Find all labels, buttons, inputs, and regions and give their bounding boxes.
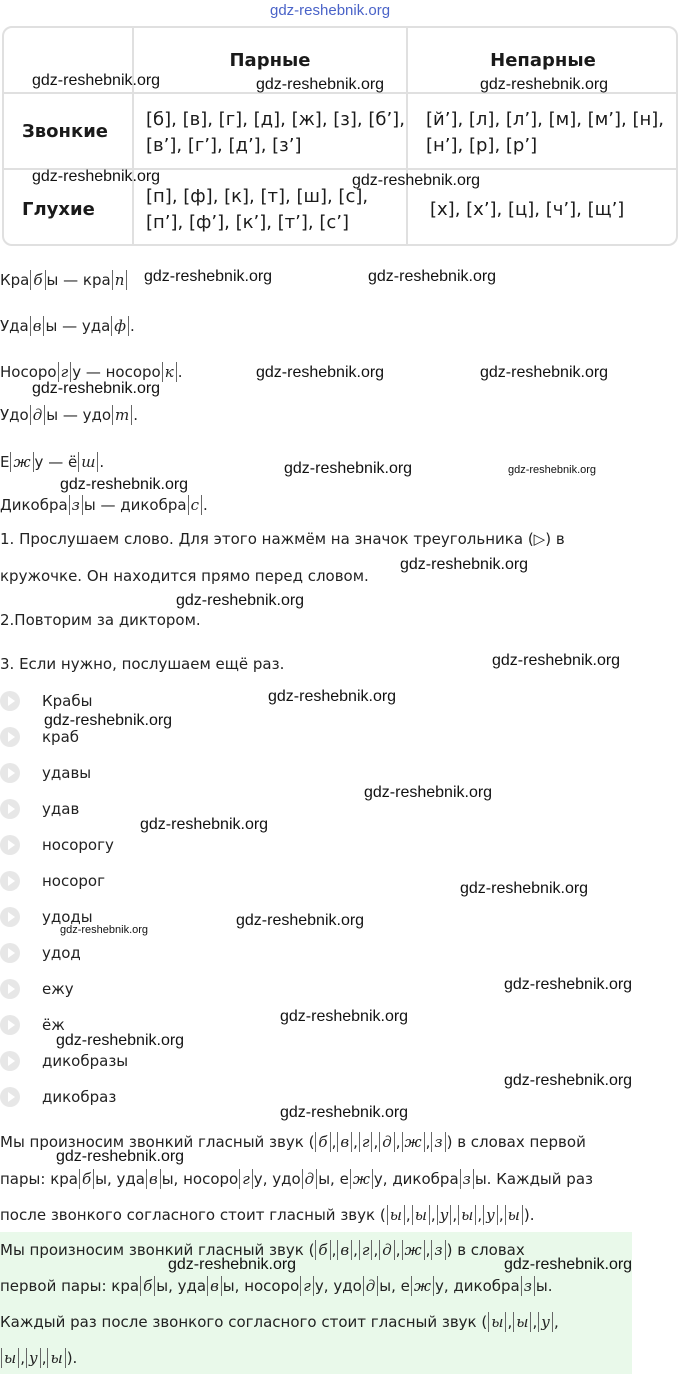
text-span: , [41,1349,47,1367]
word-pair [0,314,135,338]
text-span: , [330,1170,340,1188]
text-span: носоро [244,1277,300,1295]
highlight-line3 [0,1310,559,1334]
instruction-step1-line2: кружочке. Он находится прямо перед словом. [0,567,369,585]
sound-mark: з [460,1169,474,1189]
text-span: Мы произносим звонкий гласный звук ( [0,1241,315,1259]
sound-mark: у [483,1205,498,1225]
audio-item [0,834,300,856]
sound-mark: г [239,1169,253,1189]
row-voiceless-label: Глухие [22,199,95,220]
conclusion-line3 [0,1203,535,1227]
text-span: носоро [183,1170,239,1188]
audio-item [0,690,300,712]
play-icon[interactable] [0,943,20,963]
instruction-step2: 2.Повторим за диктором. [0,611,201,629]
text-span: , [395,1241,401,1259]
word-pair [0,450,104,474]
sound-mark: ш [78,452,98,472]
play-icon[interactable] [0,1087,20,1107]
site-watermark: gdz-reshebnik.org [44,712,173,729]
text-span: , [443,1277,454,1295]
play-icon[interactable] [0,1015,20,1035]
text-span: . [130,317,135,335]
text-span: е [339,1170,349,1188]
word-pair [0,493,208,517]
word-pair [0,268,128,292]
site-watermark: gdz-reshebnik.org [176,592,305,609]
sound-mark: т [112,405,132,425]
audio-item [0,762,300,784]
sound-mark: д [363,1276,379,1296]
site-watermark: gdz-reshebnik.org [480,76,609,93]
site-watermark: gdz-reshebnik.org [268,688,397,705]
sound-mark: ф [111,316,129,336]
site-watermark: gdz-reshebnik.org [504,1256,633,1273]
text-span: кра [50,1170,78,1188]
audio-word: удав [42,800,80,818]
sounds-table [2,26,678,246]
voiceless-unpaired-cell: [х], [х’], [ц], [ч’], [щ’] [430,199,625,220]
text-span: , [234,1277,245,1295]
audio-item [0,870,300,892]
conclusion-line2 [0,1167,593,1191]
site-watermark: gdz-reshebnik.org [368,268,497,285]
sound-mark: п [112,270,128,290]
text-span: ы [161,1170,174,1188]
text-span: , [168,1277,178,1295]
text-span: у [373,1170,383,1188]
audio-item [0,978,300,1000]
site-watermark: gdz-reshebnik.org [32,380,161,397]
text-span: , [173,1170,184,1188]
text-span: ) в словах первой [446,1133,586,1151]
play-icon[interactable] [0,727,20,747]
text-span: , [353,1133,358,1151]
sound-mark: б [30,270,45,290]
site-watermark: gdz-reshebnik.org [284,460,413,477]
text-span: . [202,496,208,514]
sound-mark: ы [412,1205,430,1225]
sound-mark: в [146,1169,161,1189]
audio-word: удод [42,944,81,962]
sound-mark: з [521,1276,535,1296]
audio-word: носорогу [42,836,114,854]
play-icon[interactable] [0,907,20,927]
sound-mark: б [140,1276,155,1296]
voiceless-paired-cell: [п], [ф], [к], [т], [ш], [с], [п’], [ф’], [к’], [т’], [с’] [146,186,369,233]
sound-mark: ж [411,1276,434,1296]
text-span: , [405,1206,411,1224]
site-watermark: gdz-reshebnik.org [256,76,385,93]
audio-item [0,942,300,964]
instruction-step1-line1: 1. Прослушаем слово. Для этого нажмём на значок треугольника (▷) в [0,530,565,548]
row-voiced-label: Звонкие [22,121,109,142]
audio-item [0,1086,300,1108]
text-span: ы — уда [45,317,111,335]
sound-mark: г [359,1132,373,1152]
text-span: Кра [0,271,30,289]
site-watermark: gdz-reshebnik.org [460,880,589,897]
sound-mark: в [337,1132,352,1152]
play-icon[interactable] [0,979,20,999]
text-span: дикобра [392,1170,459,1188]
text-span: ы [156,1277,169,1295]
text-span: , [331,1241,337,1259]
text-span: ы [222,1277,235,1295]
text-span: кра [111,1277,140,1295]
text-span: , [532,1313,538,1331]
sound-mark: ж [402,1132,425,1152]
voiced-paired-cell: [б], [в], [г], [д], [ж], [з], [б’], [в’], [г’], [д’], [з’] [146,109,405,156]
text-span: уда [116,1170,145,1188]
text-span: уда [177,1277,207,1295]
text-span: . [99,453,105,471]
text-span: ы [474,1170,487,1188]
site-watermark: gdz-reshebnik.org [364,784,493,801]
text-span: после звонкого согласного стоит гласный звук ( [0,1206,386,1224]
site-watermark: gdz-reshebnik.org [236,912,365,929]
sound-mark: д [379,1132,395,1152]
audio-word: носорог [42,872,105,890]
sound-mark: ы [488,1312,506,1332]
text-span: Уда [0,317,29,335]
sound-mark: у [26,1348,41,1368]
sound-mark: с [188,495,202,515]
sound-mark: д [302,1169,318,1189]
text-span: удо [333,1277,362,1295]
text-span: . [133,406,139,424]
text-span: , [373,1241,379,1259]
site-watermark: gdz-reshebnik.org [32,168,161,185]
text-span: первой пары: [0,1277,112,1295]
site-watermark: gdz-reshebnik.org [352,172,481,189]
sound-mark: г [359,1240,373,1260]
sound-mark: к [162,362,177,382]
site-watermark: gdz-reshebnik.org [504,976,633,993]
text-span: дикобра [453,1277,520,1295]
sound-mark: в [337,1240,352,1260]
text-span: ы — дикобра [83,496,187,514]
text-span: ы [95,1170,107,1188]
text-span: , [498,1206,504,1224]
site-watermark-top: gdz-reshebnik.org [270,2,391,19]
audio-word: дикобраз [42,1088,117,1106]
text-span: Мы произносим звонкий гласный звук ( [0,1133,315,1151]
text-span: , [425,1241,431,1259]
sound-mark: д [379,1240,395,1260]
text-span: е [400,1277,410,1295]
sound-mark: у [437,1205,452,1225]
text-span: у [314,1277,324,1295]
site-watermark: gdz-reshebnik.org [256,364,385,381]
text-span: , [430,1206,436,1224]
text-span: , [553,1313,559,1331]
text-span: у [434,1277,444,1295]
audio-word: удоды [42,908,93,926]
sound-mark: у [538,1312,553,1332]
text-span: ). [523,1206,535,1224]
header-unpaired: Непарные [490,50,596,71]
site-watermark: gdz-reshebnik.org [504,1072,633,1089]
sound-mark: в [30,316,45,336]
sound-mark: ы [458,1205,476,1225]
text-span: . [547,1277,553,1295]
sound-mark: в [207,1276,222,1296]
sound-mark: д [30,405,46,425]
site-watermark: gdz-reshebnik.org [280,1104,409,1121]
text-span: , [391,1277,401,1295]
text-span: , [353,1241,358,1259]
audio-word: удавы [42,764,92,782]
text-span: , [262,1170,273,1188]
text-span: Е [0,453,10,471]
audio-word: ежу [42,980,74,998]
site-watermark: gdz-reshebnik.org [56,1148,185,1165]
text-span: у — носоро [72,363,161,381]
sound-mark: з [431,1132,445,1152]
text-span: , [373,1133,379,1151]
site-watermark: gdz-reshebnik.org [32,72,161,89]
sound-mark: б [315,1240,330,1260]
sound-mark: г [58,362,72,382]
text-span: , [382,1170,393,1188]
text-span: у [253,1170,263,1188]
site-watermark: gdz-reshebnik.org [492,652,621,669]
text-span: , [395,1133,401,1151]
audio-word: дикобразы [42,1052,129,1070]
text-span: Носоро [0,363,57,381]
text-span: , [331,1133,337,1151]
site-watermark: gdz-reshebnik.org [480,364,609,381]
text-span: ). [66,1349,78,1367]
audio-word: ёж [42,1016,65,1034]
play-icon[interactable] [0,835,20,855]
text-span: . [177,363,183,381]
sound-mark: з [431,1240,445,1260]
sound-mark: г [300,1276,314,1296]
text-span: Удо [0,406,29,424]
instruction-step3: 3. Если нужно, послушаем ещё раз. [0,655,285,673]
text-span: , [106,1170,117,1188]
text-span: ы [535,1277,548,1295]
text-span: , [507,1313,513,1331]
play-icon[interactable] [0,763,20,783]
site-watermark: gdz-reshebnik.org [60,476,189,493]
text-span: . Каждый раз [486,1170,593,1188]
sound-mark: ы [513,1312,531,1332]
site-watermark: gdz-reshebnik.org [60,924,149,936]
highlight-line4 [0,1346,77,1370]
text-span: удо [272,1170,301,1188]
sound-mark: б [315,1132,330,1152]
sound-mark: б [79,1169,94,1189]
sound-mark: ы [387,1205,405,1225]
text-span: , [425,1133,431,1151]
text-span: ы — кра [46,271,111,289]
text-span: пары: [0,1170,51,1188]
play-icon[interactable] [0,1051,20,1071]
text-span: , [452,1206,458,1224]
audio-word: Крабы [42,692,93,710]
text-span: , [477,1206,483,1224]
text-span: , [20,1349,25,1367]
text-span: , [323,1277,334,1295]
audio-item [0,1050,300,1072]
sound-mark: ж [350,1169,373,1189]
text-span: ) в словах [446,1241,525,1259]
sound-mark: ы [505,1205,523,1225]
text-span: ы — удо [46,406,112,424]
play-icon[interactable] [0,691,20,711]
voiced-unpaired-cell: [й’], [л], [л’], [м], [м’], [н], [н’], [р], [р’] [426,109,665,156]
site-watermark: gdz-reshebnik.org [140,816,269,833]
site-watermark: gdz-reshebnik.org [400,556,529,573]
word-pair [0,403,138,427]
text-span: Дикобра [0,496,68,514]
header-paired: Парные [229,50,311,71]
highlight-line2 [0,1274,553,1298]
text-span: Каждый раз после звонкого согласного стоит гласный звук ( [0,1313,488,1331]
sound-mark: ы [47,1348,65,1368]
sound-mark: ы [1,1348,19,1368]
sound-mark: з [69,495,83,515]
site-watermark: gdz-reshebnik.org [508,464,597,476]
site-watermark: gdz-reshebnik.org [280,1008,409,1025]
site-watermark: gdz-reshebnik.org [144,268,273,285]
play-icon[interactable] [0,799,20,819]
sound-mark: ж [10,452,33,472]
text-span: у — ё [34,453,78,471]
text-span: ы [379,1277,392,1295]
sound-mark: ж [402,1240,425,1260]
site-watermark: gdz-reshebnik.org [168,1256,297,1273]
audio-word: краб [42,728,80,746]
text-span: ы [318,1170,331,1188]
site-watermark: gdz-reshebnik.org [56,1032,185,1049]
play-icon[interactable] [0,871,20,891]
